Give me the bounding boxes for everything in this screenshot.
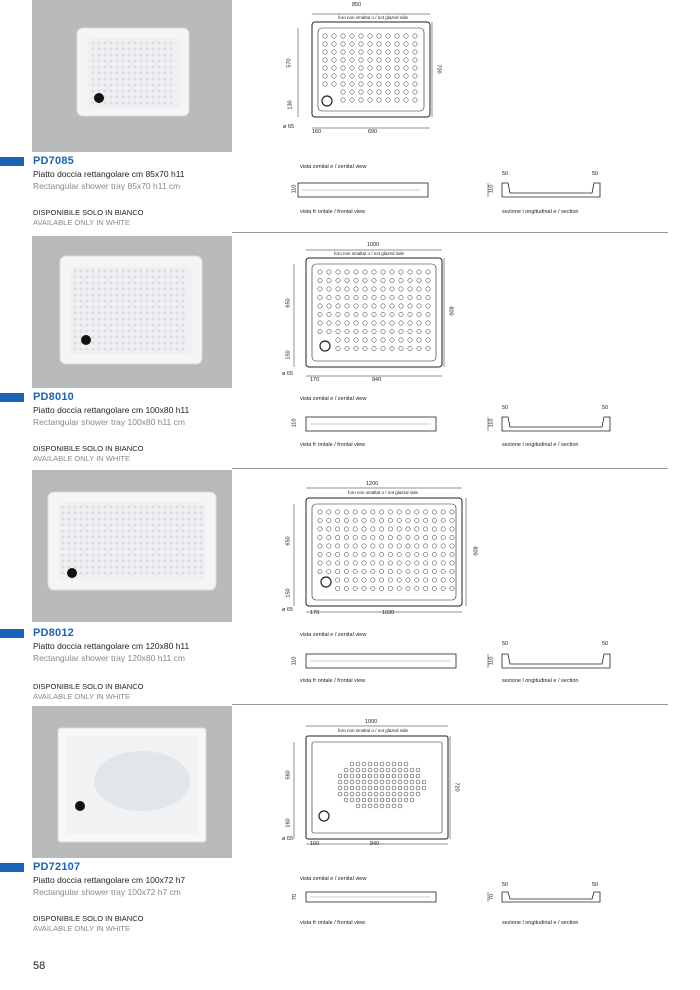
dim-inner-width: 840 — [370, 841, 380, 847]
technical-drawing — [280, 472, 660, 702]
code-accent-bar — [0, 393, 24, 402]
view-front-label: vista fr ontale / frontal view — [300, 678, 366, 684]
dim-drain: ø 65 — [283, 124, 295, 130]
view-section-label: sezione l ongitudinal e / section — [502, 209, 579, 215]
rim-left: 50 — [502, 641, 509, 647]
product-photo — [32, 706, 232, 858]
rim-note: foro non smaltat o / not glazed side — [348, 490, 419, 495]
dim-inner-width: 840 — [372, 377, 382, 383]
view-top-label: vista zenital e / zenital view — [300, 396, 367, 402]
rim-left: 50 — [502, 405, 509, 411]
product-photo — [32, 470, 232, 622]
dim-drain-offset-x: 170 — [310, 377, 320, 383]
dim-width: 850 — [352, 2, 362, 8]
section-height: 110 — [488, 418, 495, 428]
view-front-label: vista fr ontale / frontal view — [300, 442, 366, 448]
rim-left: 50 — [502, 171, 509, 177]
availability-english: AVAILABLE ONLY IN WHITE — [33, 454, 130, 463]
dim-width: 1200 — [366, 481, 379, 487]
description-english: Rectangular shower tray 100x72 h7 cm — [33, 887, 181, 897]
product-pd8012 — [0, 472, 700, 708]
description-english: Rectangular shower tray 120x80 h11 cm — [33, 653, 185, 663]
view-top-label: vista zenital e / zenital view — [300, 632, 367, 638]
description-english: Rectangular shower tray 85x70 h11 cm — [33, 181, 181, 191]
availability-english: AVAILABLE ONLY IN WHITE — [33, 692, 130, 701]
product-pd7085 — [0, 0, 700, 236]
shower-tray-photo — [32, 236, 232, 388]
dim-width: 1000 — [365, 719, 378, 725]
product-photo — [32, 0, 232, 152]
description-english: Rectangular shower tray 100x80 h11 cm — [33, 417, 185, 427]
code-accent-bar — [0, 863, 24, 872]
dim-depth: 800 — [447, 306, 454, 316]
dim-drain-offset-y: 130 — [287, 100, 294, 110]
shower-tray-photo — [32, 470, 232, 622]
dim-height: 110 — [291, 656, 298, 666]
view-section-label: sezione l ongitudinal e / section — [502, 920, 579, 926]
view-top-label: vista zenital e / zenital view — [300, 876, 367, 882]
dim-drain: ø 65 — [282, 836, 294, 842]
availability-italian: DISPONIBILE SOLO IN BIANCO — [33, 444, 144, 453]
availability-italian: DISPONIBILE SOLO IN BIANCO — [33, 914, 144, 923]
technical-drawing — [280, 706, 660, 936]
availability-italian: DISPONIBILE SOLO IN BIANCO — [33, 682, 144, 691]
section-height: 70 — [489, 893, 496, 901]
dim-depth: 720 — [453, 782, 460, 792]
dim-inner-depth: 570 — [286, 58, 293, 68]
view-section-label: sezione l ongitudinal e / section — [502, 442, 579, 448]
page-number: 58 — [33, 960, 46, 972]
rim-right: 50 — [592, 171, 599, 177]
dim-height: 110 — [291, 418, 298, 428]
rim-note: foro non smaltat o / not glazed side — [338, 15, 409, 20]
dim-drain-offset-y: 160 — [285, 818, 292, 828]
availability-italian: DISPONIBILE SOLO IN BIANCO — [33, 208, 144, 217]
dim-inner-depth: 560 — [285, 770, 292, 780]
rim-left: 50 — [502, 882, 509, 888]
dim-depth: 700 — [435, 64, 442, 74]
dim-height: 110 — [291, 184, 298, 194]
availability-english: AVAILABLE ONLY IN WHITE — [33, 218, 130, 227]
product-photo — [32, 236, 232, 388]
rim-note: foro non smaltat o / not glazed side — [338, 728, 409, 733]
view-top-label: vista zenital e / zenital view — [300, 164, 367, 170]
dim-inner-width: 1030 — [382, 610, 395, 616]
dim-inner-depth: 650 — [285, 536, 292, 546]
dim-drain-offset-x: 170 — [310, 610, 320, 616]
dim-width: 1000 — [367, 242, 380, 248]
dim-height: 70 — [292, 893, 299, 901]
section-height: 110 — [488, 656, 495, 666]
shower-tray-photo — [32, 0, 232, 152]
divider — [232, 468, 668, 469]
divider — [232, 704, 668, 705]
technical-drawing — [280, 0, 660, 230]
product-code: PD8010 — [33, 391, 74, 403]
code-accent-bar — [0, 157, 24, 166]
rim-right: 50 — [592, 882, 599, 888]
dim-depth: 800 — [471, 546, 478, 556]
shower-tray-photo — [32, 706, 232, 858]
product-pd8010 — [0, 236, 700, 472]
rim-right: 50 — [602, 641, 609, 647]
rim-note: foro non smaltat o / not glazed side — [334, 251, 405, 256]
description-italian: Piatto doccia rettangolare cm 100x72 h7 — [33, 875, 186, 885]
dim-drain: ø 65 — [282, 607, 294, 613]
code-accent-bar — [0, 629, 24, 638]
rim-right: 50 — [602, 405, 609, 411]
dim-drain-offset-x: 160 — [312, 129, 322, 135]
description-italian: Piatto doccia rettangolare cm 120x80 h11 — [33, 641, 190, 651]
view-front-label: vista fr ontale / frontal view — [300, 209, 366, 215]
description-italian: Piatto doccia rettangolare cm 100x80 h11 — [33, 405, 190, 415]
dim-drain: ø 65 — [282, 371, 294, 377]
product-code: PD72107 — [33, 861, 81, 873]
view-front-label: vista fr ontale / frontal view — [300, 920, 366, 926]
product-code: PD8012 — [33, 627, 74, 639]
dim-inner-depth: 650 — [285, 298, 292, 308]
dim-drain-offset-y: 150 — [285, 588, 292, 598]
product-pd72107 — [0, 706, 700, 942]
availability-english: AVAILABLE ONLY IN WHITE — [33, 924, 130, 933]
section-height: 110 — [488, 184, 495, 194]
description-italian: Piatto doccia rettangolare cm 85x70 h11 — [33, 169, 185, 179]
product-code: PD7085 — [33, 155, 74, 167]
dim-inner-width: 690 — [368, 129, 378, 135]
view-section-label: sezione l ongitudinal e / section — [502, 678, 579, 684]
divider — [232, 232, 668, 233]
dim-drain-offset-x: 160 — [310, 841, 320, 847]
technical-drawing — [280, 236, 660, 466]
dim-drain-offset-y: 150 — [285, 350, 292, 360]
